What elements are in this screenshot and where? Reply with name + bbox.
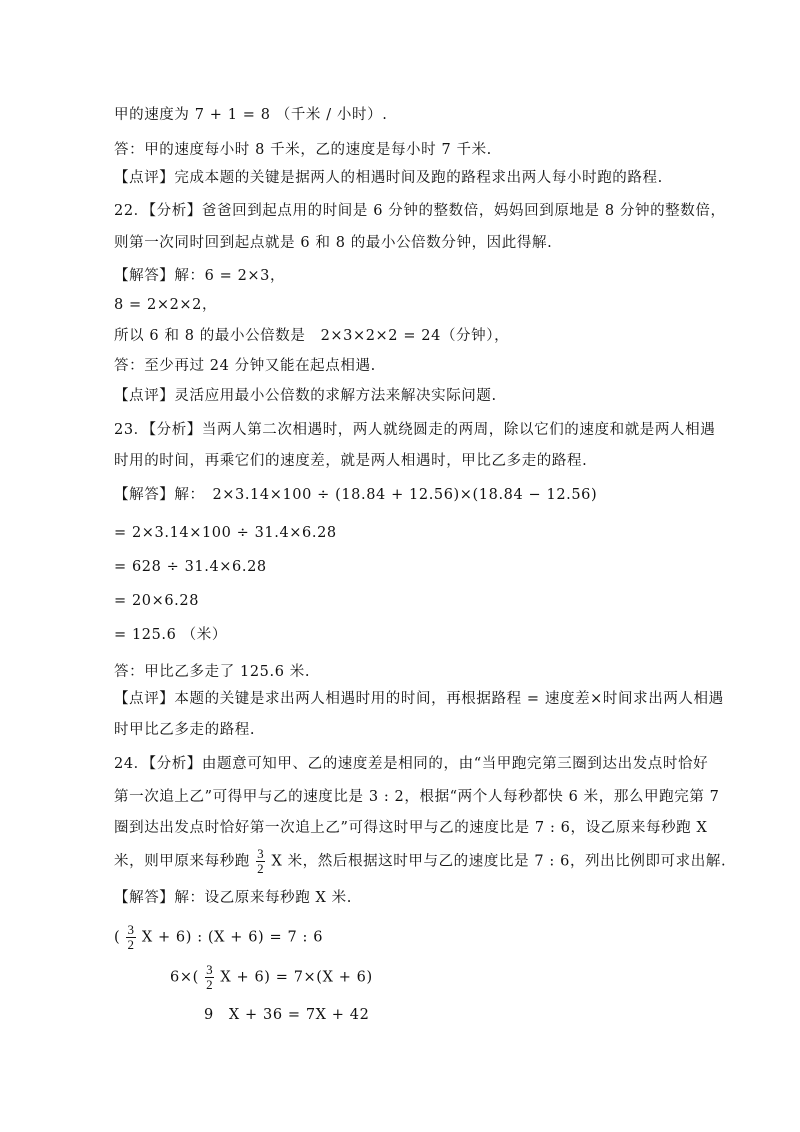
text-line: 第一次追上乙”可得甲与乙的速度比是 3 : 2，根据“两个人每秒都快 6 米，那么甲跑完第 7 [114,789,720,805]
text-line: 甲的速度为 7 + 1 = 8 （千米 / 小时）. [114,107,388,123]
text-line: 24．【分析】由题意可知甲、乙的速度差是相同的，由“当甲跑完第三圈到达出发点时恰好 [114,756,709,772]
equation-line [170,963,373,992]
text-line: 时甲比乙多走的路程. [114,722,256,738]
text-line: = 628 ÷ 31.4×6.28 [114,559,267,575]
text-line: 22．【分析】爸爸回到起点用的时间是 6 分钟的整数倍，妈妈回到原地是 8 分钟的整数倍， [114,203,726,219]
fraction [126,923,135,952]
text-line: 则第一次同时回到起点就是 6 和 8 的最小公倍数分钟，因此得解. [114,235,553,251]
text-segment: X 米，然后根据这时甲与乙的速度比是 7 : 6，列出比例即可求出解. [271,853,727,870]
text-segment: 米，则甲原来每秒跑 [114,853,250,870]
text-line: 【点评】完成本题的关键是据两人的相遇时间及跑的路程求出两人每小时跑的路程. [114,170,663,186]
text-line: 【解答】解：6 = 2×3， [114,268,286,284]
fraction [205,963,214,992]
fraction-numerator: 3 [257,846,265,861]
fraction-denominator: 2 [257,861,265,876]
text-segment: ( [114,929,121,946]
text-segment: X + 6) = 7×(X + 6) [220,969,373,986]
text-line-with-fraction [114,847,726,876]
text-line: 【解答】解： 2×3.14×100 ÷ (18.84 + 12.56)×(18.84 − 12.56) [114,487,598,503]
fraction [256,847,265,876]
text-line: = 2×3.14×100 ÷ 31.4×6.28 [114,525,337,541]
text-line: = 125.6 （米） [114,627,227,643]
text-segment: X + 6) : (X + 6) = 7 : 6 [141,929,324,946]
fraction-numerator: 3 [206,962,214,977]
equation-line [114,923,323,952]
text-line: 圈到达出发点时恰好第一次追上乙”可得这时甲与乙的速度比是 7 : 6，设乙原来每秒跑 X [114,820,708,836]
fraction-numerator: 3 [127,922,135,937]
text-line: 答：至少再过 24 分钟又能在起点相遇. [114,358,376,374]
text-line: 【点评】本题的关键是求出两人相遇时用的时间，再根据路程 = 速度差×时间求出两人相遇 [114,691,724,707]
text-line: 所以 6 和 8 的最小公倍数是 2×3×2×2 = 24（分钟）， [114,328,510,344]
fraction-denominator: 2 [127,937,135,952]
text-line: = 20×6.28 [114,593,200,609]
text-line: 【解答】解：设乙原来每秒跑 X 米. [114,890,352,906]
text-line: 答：甲的速度每小时 8 千米，乙的速度是每小时 7 千米. [114,142,492,158]
text-line: 23．【分析】当两人第二次相遇时，两人就绕圆走的两周，除以它们的速度和就是两人相遇 [114,422,716,438]
text-line: 时用的时间，再乘它们的速度差，就是两人相遇时，甲比乙多走的路程. [114,453,588,469]
text-line: 答：甲比乙多走了 125.6 米. [114,664,311,680]
text-line: 8 = 2×2×2， [114,297,218,313]
fraction-denominator: 2 [206,977,214,992]
text-line: 9 X + 36 = 7X + 42 [204,1007,370,1023]
text-line: 【点评】灵活应用最小公倍数的求解方法来解决实际问题. [114,388,497,404]
text-segment: 6×( [170,969,199,986]
